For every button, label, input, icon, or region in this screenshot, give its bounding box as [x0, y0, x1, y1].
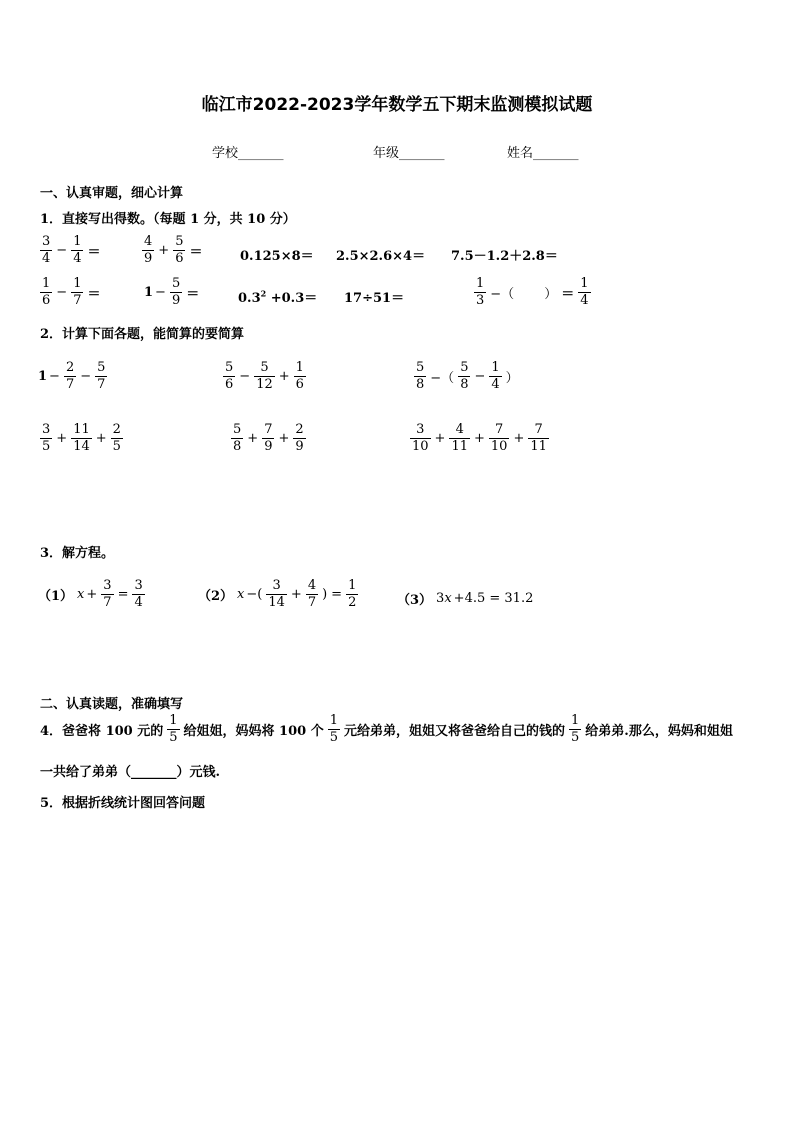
- fraction: $\frac{1}{4}$: [73, 234, 82, 266]
- answer-blank[interactable]: ）: [518, 287, 558, 302]
- fraction: $\frac{2}{5}$: [112, 422, 121, 454]
- fraction: $\frac{1}{4}$: [580, 276, 589, 308]
- q3-equation-3: （3） 3 x +4.5 = 31.2: [397, 591, 534, 608]
- q3-equation-1: （1） x + $\frac{3}{7}$ = $\frac{3}{4}$: [38, 578, 143, 610]
- fraction: $\frac{3}{5}$: [42, 422, 51, 454]
- fraction: $\frac{7}{10}$: [490, 422, 508, 454]
- q1-expr-1: $\frac{3}{4}$ − $\frac{1}{4}$ ＝: [42, 234, 101, 266]
- fraction: $\frac{7}{11}$: [530, 422, 547, 454]
- fraction: $\frac{1}{6}$: [295, 360, 304, 392]
- q1-expr-3: 0.125×8＝: [240, 249, 314, 264]
- fraction: $\frac{3}{14}$: [268, 578, 285, 610]
- q2-expr-2: $\frac{5}{6}$ − $\frac{5}{12}$ + $\frac{1}{6}$: [225, 360, 304, 392]
- page-title: 临江市2022-2023学年数学五下期末监测模拟试题: [201, 95, 593, 115]
- fraction: $\frac{4}{11}$: [451, 422, 468, 454]
- section-2-heading: 二、认真读题，准确填写: [40, 697, 184, 712]
- fraction: $\frac{5}{9}$: [171, 276, 181, 308]
- q2-expr-6: $\frac{3}{10}$ + $\frac{4}{11}$ + $\frac{7}{10}$ + $\frac{7}{11}$: [412, 422, 547, 454]
- fraction: $\frac{4}{9}$: [144, 234, 153, 266]
- q1-expr-2: $\frac{4}{9}$ + $\frac{5}{6}$ ＝: [144, 234, 203, 266]
- fraction: $\frac{5}{12}$: [256, 360, 273, 392]
- q1-expr-4: 2.5×2.6×4＝: [336, 249, 426, 264]
- fraction: $\frac{2}{7}$: [65, 360, 75, 392]
- fraction: $\frac{3}{4}$: [134, 578, 143, 610]
- school-field: 学校_______: [212, 146, 284, 161]
- q1-expr-7: 1 − $\frac{5}{9}$ ＝: [144, 276, 200, 308]
- fraction: $\frac{5}{7}$: [97, 360, 106, 392]
- question-4-line-1: 4．爸爸将 100 元的 $\frac{1}{5}$ 给姐姐，妈妈将 100 个 $\frac{1}{5}$ 元给弟弟，姐姐又将爸爸给自己的钱的 $\frac{1}{5}$ 给弟弟.那么，妈妈和姐姐: [40, 713, 733, 745]
- question-5-title: 5．根据折线统计图回答问题: [40, 796, 206, 811]
- fraction: $\frac{1}{7}$: [73, 276, 82, 308]
- fraction: $\frac{11}{14}$: [73, 422, 90, 454]
- fraction: $\frac{7}{9}$: [264, 422, 273, 454]
- fraction: $\frac{3}{10}$: [412, 422, 429, 454]
- section-1-heading: 一、认真审题，细心计算: [40, 186, 184, 201]
- q3-equation-2: （2） x −( $\frac{3}{14}$ + $\frac{4}{7}$ ) = $\frac{1}{2}$: [198, 578, 357, 610]
- fraction: $\frac{5}{6}$: [225, 360, 234, 392]
- fraction: $\frac{1}{5}$: [169, 713, 178, 745]
- question-4-line-2: 一共给了弟弟（_______）元钱.: [40, 765, 221, 780]
- q1-expr-10: $\frac{1}{3}$ −（ ） ＝ $\frac{1}{4}$: [476, 276, 589, 308]
- fraction: $\frac{5}{8}$: [416, 360, 425, 392]
- question-3-title: 3．解方程。: [40, 546, 115, 561]
- q1-expr-5: 7.5－1.2＋2.8＝: [451, 249, 558, 264]
- fraction: $\frac{5}{8}$: [460, 360, 469, 392]
- q2-expr-1: 1 − $\frac{2}{7}$ − $\frac{5}{7}$: [38, 360, 106, 392]
- fraction: $\frac{1}{3}$: [476, 276, 485, 308]
- q1-expr-8: $0.3^2 +0.3=$: [238, 288, 318, 306]
- fraction: $\frac{2}{9}$: [295, 422, 304, 454]
- fraction: $\frac{3}{7}$: [103, 578, 112, 610]
- q2-expr-4: $\frac{3}{5}$ + $\frac{11}{14}$ + $\frac{2}{5}$: [42, 422, 121, 454]
- fraction: $\frac{1}{5}$: [329, 713, 338, 745]
- fraction: $\frac{1}{5}$: [571, 713, 580, 745]
- fraction: $\frac{1}{4}$: [491, 360, 500, 392]
- grade-field: 年级_______: [373, 146, 445, 161]
- fraction: $\frac{1}{2}$: [348, 578, 357, 610]
- q1-expr-9: 17÷51＝: [344, 291, 405, 306]
- q2-expr-3: $\frac{5}{8}$ −（ $\frac{5}{8}$ − $\frac{1}{4}$ ）: [416, 360, 519, 392]
- question-2-title: 2．计算下面各题，能简算的要简算: [40, 327, 245, 342]
- fraction: $\frac{1}{6}$: [42, 276, 51, 308]
- question-1-title: 1．直接写出得数。（每题 1 分，共 10 分）: [40, 212, 296, 227]
- fraction: $\frac{5}{8}$: [233, 422, 242, 454]
- fraction: $\frac{3}{4}$: [42, 234, 51, 266]
- fraction: $\frac{4}{7}$: [307, 578, 317, 610]
- q1-expr-6: $\frac{1}{6}$ − $\frac{1}{7}$ ＝: [42, 276, 101, 308]
- q2-expr-5: $\frac{5}{8}$ + $\frac{7}{9}$ + $\frac{2}{9}$: [233, 422, 304, 454]
- fraction: $\frac{5}{6}$: [175, 234, 184, 266]
- name-field: 姓名_______: [507, 146, 579, 161]
